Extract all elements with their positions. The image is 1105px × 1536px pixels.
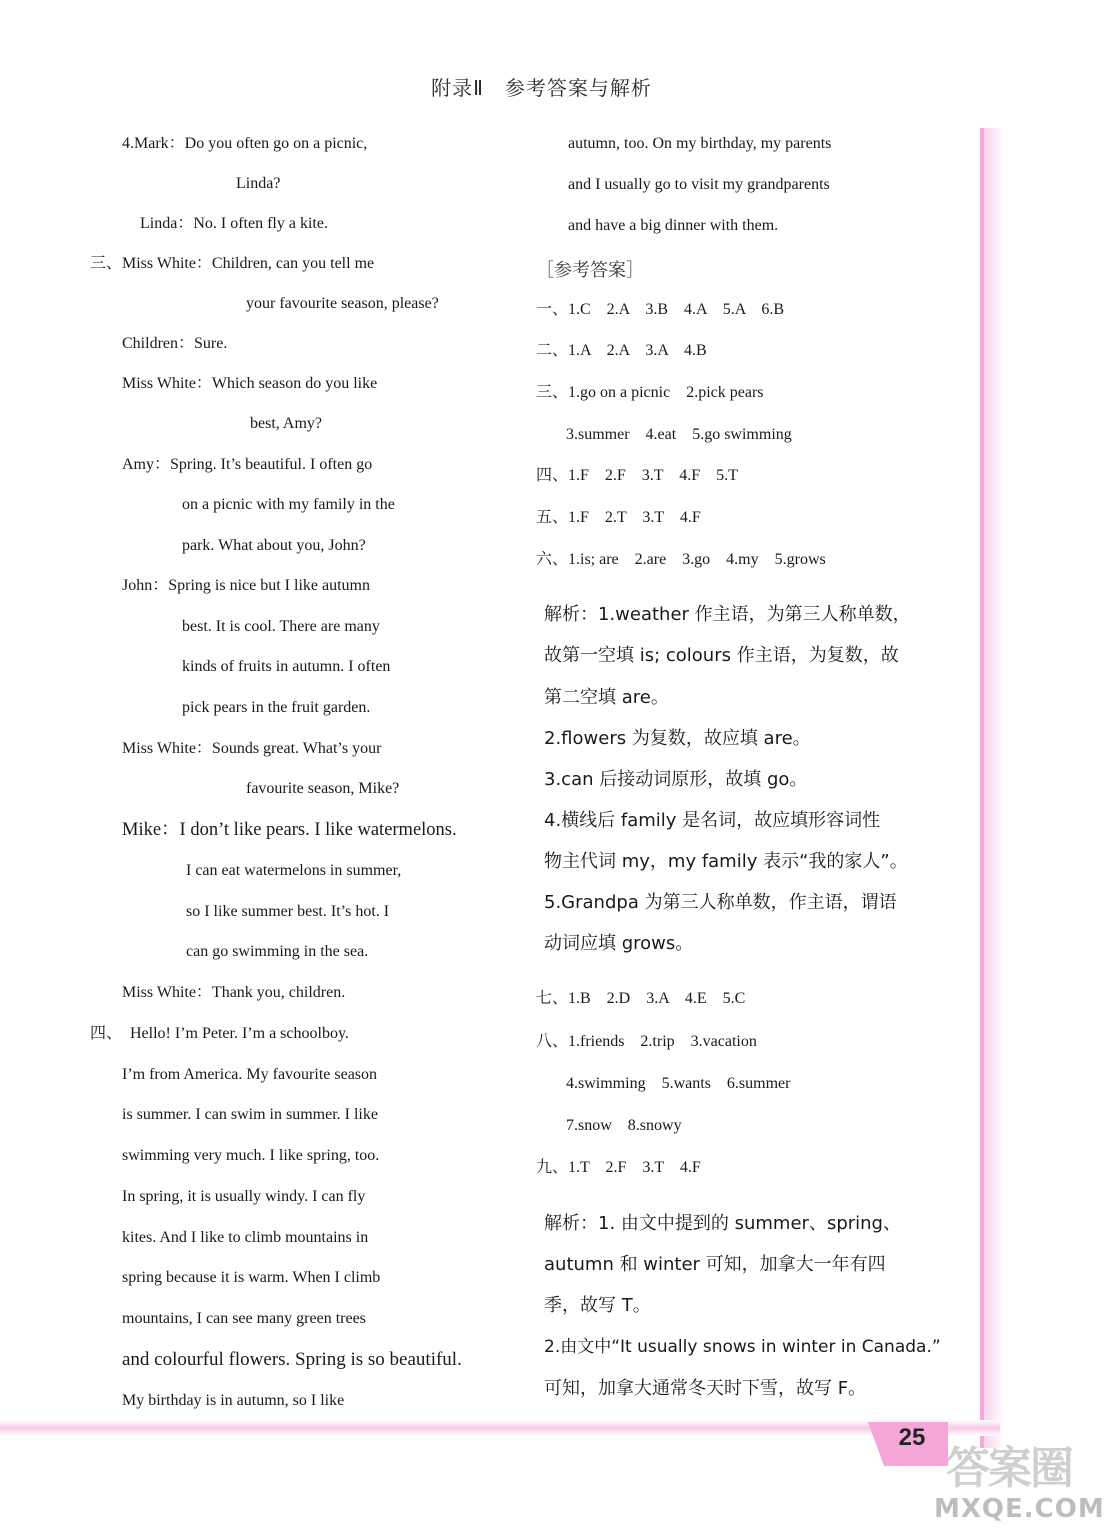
dialogue-line: Amy：Spring. It’s beautiful. I often go xyxy=(122,456,373,473)
answer-line: 4.swimming 5.wants 6.summer xyxy=(566,1075,791,1092)
watermark-domain: MXQE.COM xyxy=(934,1494,1105,1524)
dialogue-line: Miss White：Sounds great. What’s your xyxy=(122,740,382,757)
dialogue-line: best, Amy? xyxy=(250,415,322,432)
analysis-line: 物主代词 my，my family 表示“我的家人”。 xyxy=(544,851,908,872)
dialogue-line: pick pears in the fruit garden. xyxy=(182,699,371,716)
watermark-text: 答案圈 xyxy=(946,1443,1072,1494)
answer-line: 六、1.is; are 2.are 3.go 4.my 5.grows xyxy=(536,551,826,568)
analysis-line: 故第一空填 is; colours 作主语，为复数，故 xyxy=(544,645,899,666)
dialogue-line: so I like summer best. It’s hot. I xyxy=(186,903,390,920)
answer-line: 三、1.go on a picnic 2.pick pears xyxy=(536,384,764,401)
dialogue-line: 三、Miss White：Children, can you tell me xyxy=(90,255,375,272)
analysis-line: 可知，加拿大通常冬天时下雪，故写 F。 xyxy=(544,1378,867,1399)
answer-line: 7.snow 8.snowy xyxy=(566,1117,682,1134)
dialogue-line: best. It is cool. There are many xyxy=(182,618,380,635)
analysis-line: autumn 和 winter 可知，加拿大一年有四 xyxy=(544,1254,886,1275)
reference-answer-label: ［参考答案］ xyxy=(536,260,644,281)
analysis-line: 2.flowers 为复数，故应填 are。 xyxy=(544,728,811,749)
side-strip xyxy=(980,128,984,1448)
passage-line: I’m from America. My favourite season xyxy=(122,1066,378,1083)
passage-line: 四、 Hello! I’m Peter. I’m a schoolboy. xyxy=(90,1025,349,1042)
analysis-line: 解析：1.weather 作主语，为第三人称单数， xyxy=(544,604,911,625)
analysis-line: 4.横线后 family 是名词，故应填形容词性 xyxy=(544,810,881,831)
dialogue-line: kinds of fruits in autumn. I often xyxy=(182,658,391,675)
passage-line: My birthday is in autumn, so I like xyxy=(122,1392,345,1409)
answer-line: 五、1.F 2.T 3.T 4.F xyxy=(536,509,701,526)
bottom-decoration-bar xyxy=(0,1420,1000,1436)
analysis-line: 2.由文中“It usually snows in winter in Canada.” xyxy=(544,1337,941,1357)
page-header: 附录Ⅱ 参考答案与解析 xyxy=(431,76,652,100)
dialogue-line: your favourite season, please? xyxy=(246,295,439,312)
answer-line: 七、1.B 2.D 3.A 4.E 5.C xyxy=(536,990,746,1007)
dialogue-line: Children：Sure. xyxy=(122,335,228,352)
answer-line: 四、1.F 2.F 3.T 4.F 5.T xyxy=(536,467,738,484)
dialogue-line: on a picnic with my family in the xyxy=(182,496,395,513)
dialogue-line: 4.Mark：Do you often go on a picnic, xyxy=(122,135,368,152)
dialogue-line: can go swimming in the sea. xyxy=(186,943,369,960)
passage-line: mountains, I can see many green trees xyxy=(122,1310,366,1327)
passage-line: spring because it is warm. When I climb xyxy=(122,1269,381,1286)
side-decoration xyxy=(984,128,1004,1448)
passage-line: swimming very much. I like spring, too. xyxy=(122,1147,380,1164)
dialogue-line: Linda：No. I often fly a kite. xyxy=(140,215,328,232)
analysis-line: 解析：1. 由文中提到的 summer、spring、 xyxy=(544,1213,901,1234)
passage-line: is summer. I can swim in summer. I like xyxy=(122,1106,378,1123)
answer-line: 3.summer 4.eat 5.go swimming xyxy=(566,426,792,443)
analysis-line: 5.Grandpa 为第三人称单数，作主语，谓语 xyxy=(544,892,897,913)
analysis-line: 季，故写 T。 xyxy=(544,1295,651,1316)
dialogue-line: Mike：I don’t like pears. I like watermelons. xyxy=(122,820,457,840)
dialogue-line: Miss White：Which season do you like xyxy=(122,375,378,392)
dialogue-line: park. What about you, John? xyxy=(182,537,366,554)
page-number: 25 xyxy=(898,1424,926,1451)
answer-line: 八、1.friends 2.trip 3.vacation xyxy=(536,1033,757,1050)
answer-line: 一、1.C 2.A 3.B 4.A 5.A 6.B xyxy=(536,301,785,318)
dialogue-line: John：Spring is nice but I like autumn xyxy=(122,577,370,594)
dialogue-line: favourite season, Mike? xyxy=(246,780,400,797)
dialogue-line: I can eat watermelons in summer, xyxy=(186,862,402,879)
analysis-line: 动词应填 grows。 xyxy=(544,933,694,954)
passage-line: kites. And I like to climb mountains in xyxy=(122,1229,369,1246)
passage-line: and have a big dinner with them. xyxy=(568,217,779,234)
passage-line: In spring, it is usually windy. I can fly xyxy=(122,1188,366,1205)
passage-line: and colourful flowers. Spring is so beautiful. xyxy=(122,1349,462,1370)
dialogue-line: Miss White：Thank you, children. xyxy=(122,984,346,1001)
dialogue-line: Linda? xyxy=(236,175,281,192)
passage-line: and I usually go to visit my grandparents xyxy=(568,176,830,193)
analysis-line: 第二空填 are。 xyxy=(544,687,669,708)
watermark-logo xyxy=(930,1420,1105,1530)
passage-line: autumn, too. On my birthday, my parents xyxy=(568,135,832,152)
answer-line: 九、1.T 2.F 3.T 4.F xyxy=(536,1159,701,1176)
answer-line: 二、1.A 2.A 3.A 4.B xyxy=(536,342,707,359)
analysis-line: 3.can 后接动词原形，故填 go。 xyxy=(544,769,808,790)
